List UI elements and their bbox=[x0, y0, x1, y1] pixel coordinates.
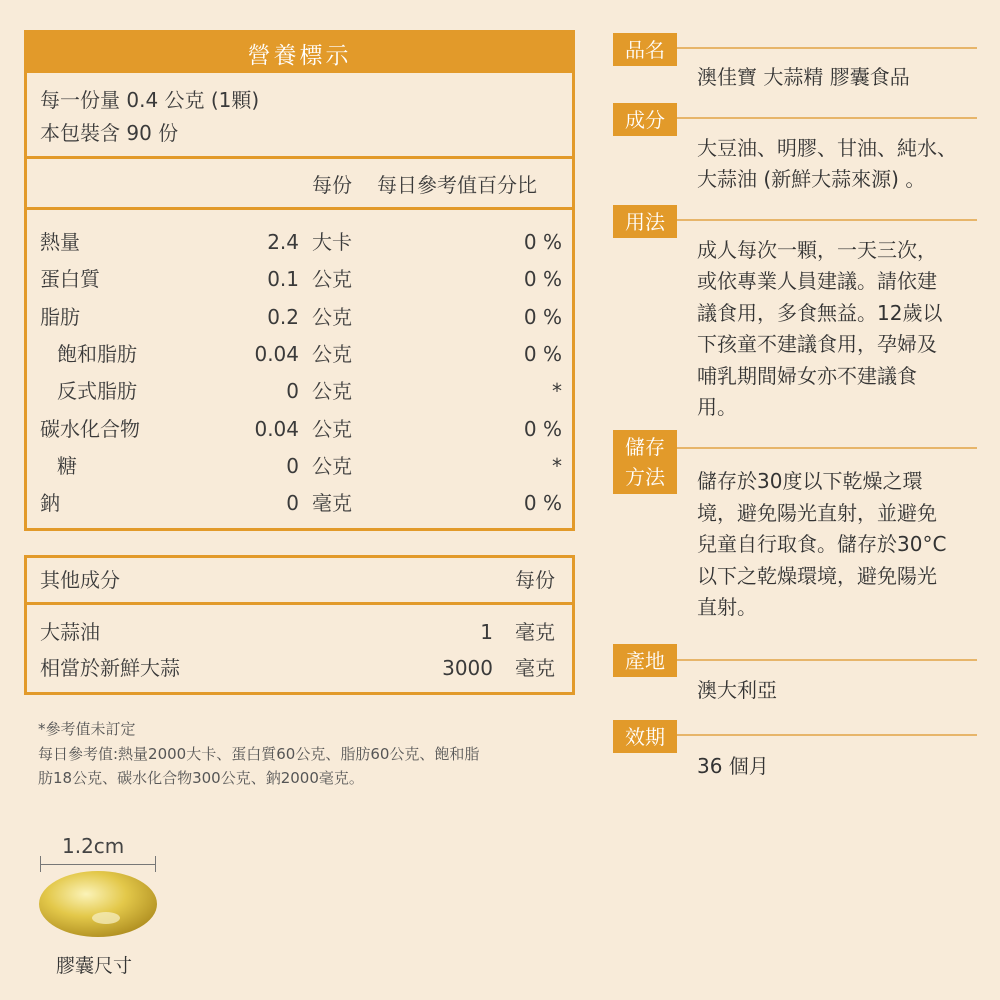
capsule-size-value: 1.2cm bbox=[62, 834, 125, 858]
storage-label-line: 儲存 bbox=[625, 435, 665, 459]
nutrition-facts-table bbox=[24, 30, 575, 531]
ingredient-unit: 毫克 bbox=[515, 656, 555, 680]
footnote-daily-values-cont: 肪18公克、碳水化合物300公克、鈉2000毫克。 bbox=[38, 769, 364, 787]
nutrient-unit: 毫克 bbox=[312, 491, 352, 515]
product-name: 澳佳寶 大蒜精 膠囊食品 bbox=[697, 65, 910, 89]
nutrient-amount: 2.4 bbox=[267, 230, 299, 254]
nutrient-unit: 公克 bbox=[312, 417, 352, 441]
storage-label bbox=[613, 430, 677, 494]
nutrient-unit: 大卡 bbox=[312, 230, 352, 254]
usage-line: 或依專業人員建議。請依建 bbox=[697, 269, 937, 293]
ingredient-amount: 1 bbox=[480, 620, 493, 644]
nutrient-name: 飽和脂肪 bbox=[57, 342, 137, 366]
divider bbox=[677, 659, 977, 661]
divider bbox=[677, 447, 977, 449]
usage-label: 用法 bbox=[613, 205, 677, 238]
divider bbox=[677, 47, 977, 49]
nutrient-amount: 0.1 bbox=[267, 267, 299, 291]
serving-size: 每一份量 0.4 公克 (1顆) bbox=[40, 88, 260, 112]
nutrient-amount: 0.04 bbox=[254, 342, 299, 366]
nutrient-name: 熱量 bbox=[40, 230, 80, 254]
origin-label: 產地 bbox=[613, 644, 677, 677]
nutrient-name: 蛋白質 bbox=[40, 267, 100, 291]
nutrient-daily-percent: 0 % bbox=[523, 491, 562, 515]
nutrient-daily-percent: 0 % bbox=[523, 305, 562, 329]
nutrient-name: 反式脂肪 bbox=[57, 379, 137, 403]
origin-value: 澳大利亞 bbox=[697, 678, 777, 702]
divider bbox=[27, 207, 572, 210]
nutrient-amount: 0 bbox=[286, 454, 299, 478]
nutrient-amount: 0 bbox=[286, 491, 299, 515]
other-ingredients-title: 其他成分 bbox=[40, 568, 120, 592]
col-per-serving: 每份 bbox=[515, 568, 555, 592]
nutrient-amount: 0.04 bbox=[254, 417, 299, 441]
nutrient-unit: 公克 bbox=[312, 342, 352, 366]
storage-line: 直射。 bbox=[697, 595, 757, 619]
nutrient-daily-percent: 0 % bbox=[523, 417, 562, 441]
storage-line: 兒童自行取食。儲存於30°C bbox=[697, 532, 947, 556]
capsule-icon bbox=[36, 868, 160, 940]
footnote-daily-values: 每日參考值:熱量2000大卡、蛋白質60公克、脂肪60公克、飽和脂 bbox=[38, 745, 480, 763]
nutrient-amount: 0 bbox=[286, 379, 299, 403]
usage-line: 下孩童不建議食用，孕婦及 bbox=[697, 332, 937, 356]
storage-label-line: 方法 bbox=[625, 465, 665, 489]
nutrient-unit: 公克 bbox=[312, 305, 352, 329]
product-name-label: 品名 bbox=[613, 33, 677, 66]
other-ingredients-table bbox=[24, 555, 575, 695]
storage-line: 儲存於30度以下乾燥之環 bbox=[697, 469, 923, 493]
ingredients-label: 成分 bbox=[613, 103, 677, 136]
ingredient-name: 相當於新鮮大蒜 bbox=[40, 656, 180, 680]
ingredient-name: 大蒜油 bbox=[40, 620, 100, 644]
divider bbox=[677, 117, 977, 119]
nutrient-name: 脂肪 bbox=[40, 305, 80, 329]
nutrient-unit: 公克 bbox=[312, 379, 352, 403]
footnote-reference-undefined: *參考值未訂定 bbox=[38, 720, 136, 738]
nutrient-daily-percent: 0 % bbox=[523, 342, 562, 366]
nutrient-daily-percent: 0 % bbox=[523, 230, 562, 254]
dimension-line bbox=[40, 864, 156, 865]
servings-per-package: 本包裝含 90 份 bbox=[40, 121, 179, 145]
nutrient-unit: 公克 bbox=[312, 454, 352, 478]
divider bbox=[677, 734, 977, 736]
nutrient-daily-percent: * bbox=[552, 454, 562, 478]
ingredients-line: 大豆油、明膠、甘油、純水、 bbox=[697, 136, 957, 160]
usage-line: 成人每次一顆，一天三次， bbox=[697, 238, 937, 262]
divider bbox=[27, 156, 572, 159]
ingredient-unit: 毫克 bbox=[515, 620, 555, 644]
usage-line: 議食用，多食無益。12歲以 bbox=[697, 301, 943, 325]
expiry-label: 效期 bbox=[613, 720, 677, 753]
nutrition-title: 營養標示 bbox=[27, 33, 572, 73]
ingredient-amount: 3000 bbox=[442, 656, 493, 680]
col-daily-value-percent: 每日參考值百分比 bbox=[377, 173, 537, 197]
nutrient-amount: 0.2 bbox=[267, 305, 299, 329]
nutrient-unit: 公克 bbox=[312, 267, 352, 291]
capsule-size-label: 膠囊尺寸 bbox=[56, 955, 133, 977]
divider bbox=[677, 219, 977, 221]
nutrient-name: 糖 bbox=[57, 454, 77, 478]
usage-line: 用。 bbox=[697, 395, 737, 419]
nutrient-name: 碳水化合物 bbox=[40, 417, 140, 441]
storage-line: 境，避免陽光直射，並避免 bbox=[697, 501, 937, 525]
divider bbox=[27, 602, 572, 605]
expiry-value: 36 個月 bbox=[697, 754, 769, 778]
nutrient-daily-percent: 0 % bbox=[523, 267, 562, 291]
ingredients-line: 大蒜油 (新鮮大蒜來源) 。 bbox=[697, 167, 926, 191]
usage-line: 哺乳期間婦女亦不建議食 bbox=[697, 364, 917, 388]
nutrient-name: 鈉 bbox=[40, 491, 60, 515]
storage-line: 以下之乾燥環境，避免陽光 bbox=[697, 564, 937, 588]
col-per-serving: 每份 bbox=[312, 173, 352, 197]
nutrient-daily-percent: * bbox=[552, 379, 562, 403]
